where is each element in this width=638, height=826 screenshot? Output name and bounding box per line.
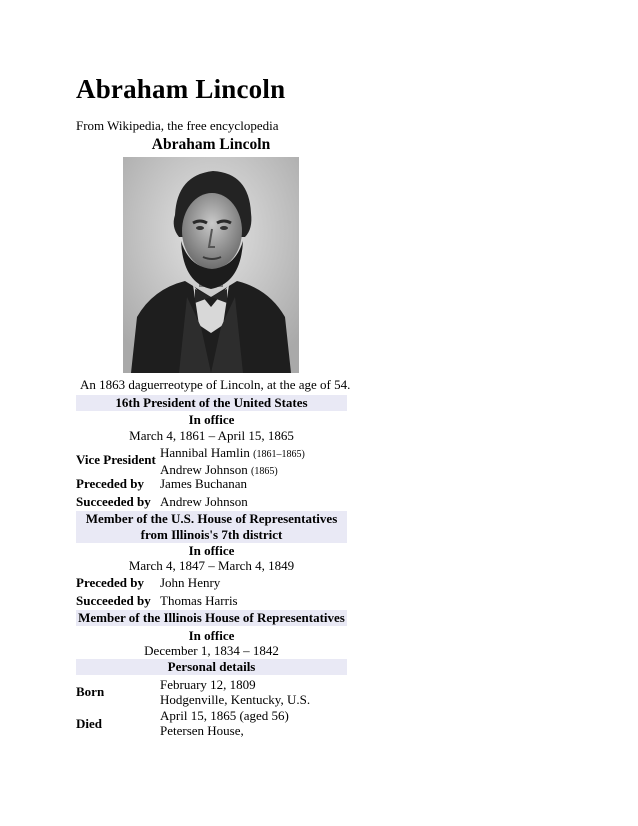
- us-house-header-line1: Member of the U.S. House of Representatives: [85, 511, 338, 526]
- us-house-succeeded-link[interactable]: Thomas Harris: [160, 593, 238, 608]
- born-place: Hodgenville, Kentucky, U.S.: [160, 692, 311, 707]
- presidency-succeeded-row: [76, 494, 347, 512]
- section-header-personal-details: Personal details: [76, 659, 347, 675]
- us-house-header-line2: from Illinois's 7th district: [140, 527, 283, 542]
- illinois-in-office-label: In office: [188, 628, 235, 643]
- section-header-us-house: [76, 511, 347, 543]
- presidency-term: March 4, 1861 – April 15, 1865: [129, 428, 294, 443]
- died-label: Died: [76, 716, 102, 731]
- vice-president-label: Vice President: [76, 452, 156, 467]
- vice-president-values: [160, 445, 305, 479]
- died-row: [76, 707, 347, 739]
- article-tagline: From Wikipedia, the free encyclopedia: [76, 118, 279, 133]
- born-values: [160, 677, 310, 707]
- infobox-title: Abraham Lincoln: [151, 136, 271, 153]
- born-date: February 12, 1809: [160, 677, 256, 692]
- presidency-succeeded-link[interactable]: Andrew Johnson: [160, 494, 248, 509]
- born-row: [76, 676, 347, 708]
- vp-johnson-link[interactable]: Andrew Johnson: [160, 462, 248, 477]
- portrait-image: [123, 157, 299, 373]
- vp-hamlin-years: (1861–1865): [253, 449, 305, 460]
- presidency-preceded-link[interactable]: James Buchanan: [160, 476, 248, 491]
- born-label: Born: [76, 684, 105, 699]
- us-house-preceded-row: [76, 575, 347, 593]
- portrait-illustration: [123, 157, 299, 373]
- presidency-succeeded-label: Succeeded by: [76, 494, 151, 509]
- us-house-preceded-label: Preceded by: [76, 575, 144, 590]
- us-house-in-office-label: In office: [188, 543, 235, 558]
- presidency-preceded-row: [76, 476, 347, 494]
- us-house-succeeded-label: Succeeded by: [76, 593, 151, 608]
- us-house-succeeded-row: [76, 593, 347, 611]
- section-header-presidency: 16th President of the United States: [76, 395, 347, 411]
- vice-president-row: [76, 444, 347, 476]
- illinois-term: December 1, 1834 – 1842: [144, 643, 279, 658]
- died-date: April 15, 1865 (aged 56): [160, 708, 289, 723]
- died-values: [160, 708, 289, 738]
- presidency-in-office-label: In office: [188, 412, 235, 427]
- section-header-illinois-house: Member of the Illinois House of Representatives: [76, 610, 347, 626]
- died-place: Petersen House,: [160, 723, 244, 738]
- us-house-term: March 4, 1847 – March 4, 1849: [128, 558, 295, 573]
- portrait-caption: An 1863 daguerreotype of Lincoln, at the age of 54.: [80, 377, 351, 392]
- presidency-preceded-label: Preceded by: [76, 476, 144, 491]
- vp-johnson-years: (1865): [251, 466, 278, 477]
- us-house-preceded-link[interactable]: John Henry: [160, 575, 221, 590]
- vp-hamlin-link[interactable]: Hannibal Hamlin: [160, 445, 250, 460]
- article-title: Abraham Lincoln: [76, 74, 286, 104]
